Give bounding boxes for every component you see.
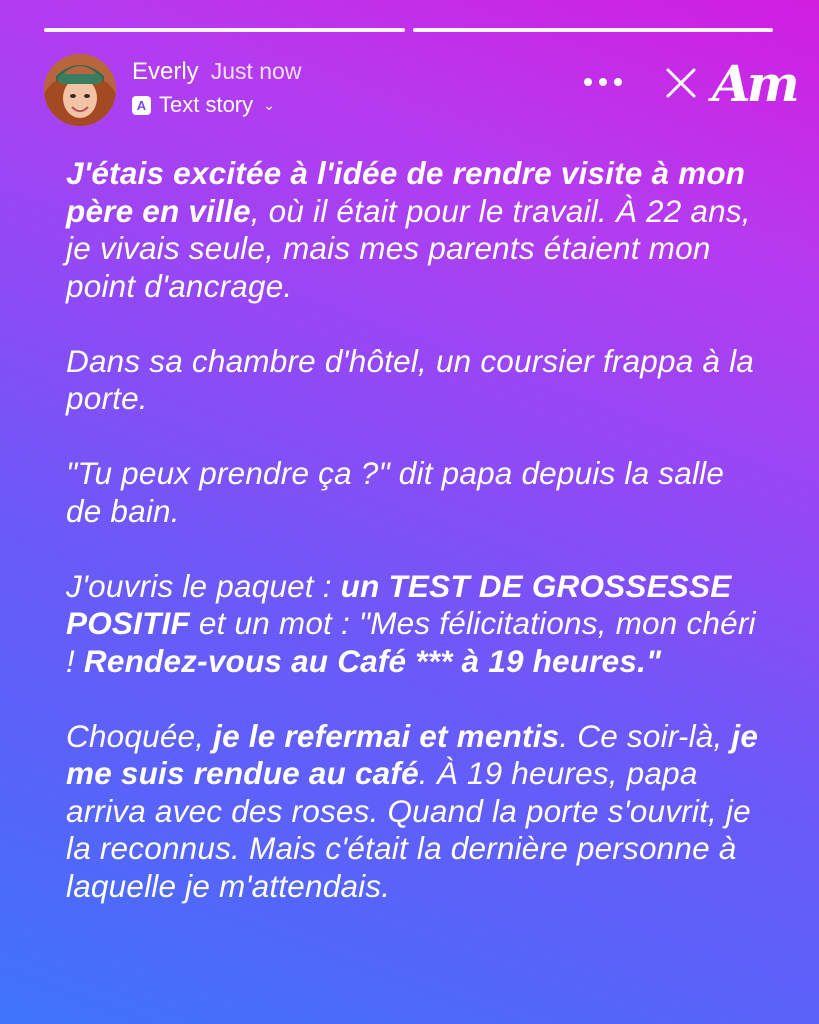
text-story-icon: A bbox=[132, 96, 151, 115]
story-text-run: Choquée, bbox=[66, 717, 214, 754]
chevron-down-icon: ⌄ bbox=[263, 96, 275, 113]
progress-segment bbox=[44, 28, 405, 32]
story-header bbox=[44, 52, 797, 128]
close-icon[interactable] bbox=[664, 66, 698, 100]
story-paragraph bbox=[66, 568, 766, 681]
story-text-run: "Tu peux prendre ça ?" dit papa depuis la salle de bain. bbox=[66, 455, 725, 529]
author-name[interactable]: Everly bbox=[132, 58, 199, 85]
story-type-label: Text story bbox=[159, 92, 254, 117]
story-text-bold: je le refermai et mentis bbox=[213, 717, 560, 754]
story-text-run: , où il était pour le travail. À 22 ans, je vivais seule, mais mes parents étaient mon point d'ancrage. bbox=[66, 192, 751, 304]
author-line bbox=[132, 58, 301, 86]
story-paragraph bbox=[66, 155, 766, 305]
story-paragraph bbox=[66, 455, 766, 530]
story-text-bold: un TEST DE GROSSESSE POSITIF bbox=[66, 567, 732, 641]
story-text-run: et un mot : "Mes félicitations, mon chéri ! bbox=[66, 605, 756, 679]
timestamp: Just now bbox=[210, 58, 302, 84]
brand-logo[interactable]: Am bbox=[712, 54, 796, 113]
story-text-bold: je me suis rendue au café bbox=[66, 717, 759, 791]
story-text-run: . Ce soir-là, bbox=[559, 717, 732, 754]
story-text-run: Dans sa chambre d'hôtel, un coursier frappa à la porte. bbox=[66, 342, 754, 416]
story-text-run: . À 19 heures, papa arriva avec des roses. Quand la porte s'ouvrit, je la reconnus. Mais c'était la dernière personne à laquelle je m'attendais. bbox=[66, 755, 751, 904]
avatar[interactable] bbox=[44, 54, 116, 126]
progress-segment bbox=[413, 28, 774, 32]
more-dots-icon[interactable] bbox=[584, 78, 622, 86]
story-text bbox=[66, 155, 766, 943]
story-text-run: J'ouvris le paquet : bbox=[66, 567, 341, 604]
story-text-bold: Rendez-vous au Café *** à 19 heures." bbox=[83, 642, 662, 679]
story-paragraph bbox=[66, 343, 766, 418]
story-type-selector[interactable] bbox=[132, 92, 275, 118]
story-text-bold: J'étais excitée à l'idée de rendre visite à mon père en ville bbox=[66, 155, 746, 229]
story-paragraph bbox=[66, 718, 766, 906]
story-progress-bar bbox=[44, 28, 773, 32]
